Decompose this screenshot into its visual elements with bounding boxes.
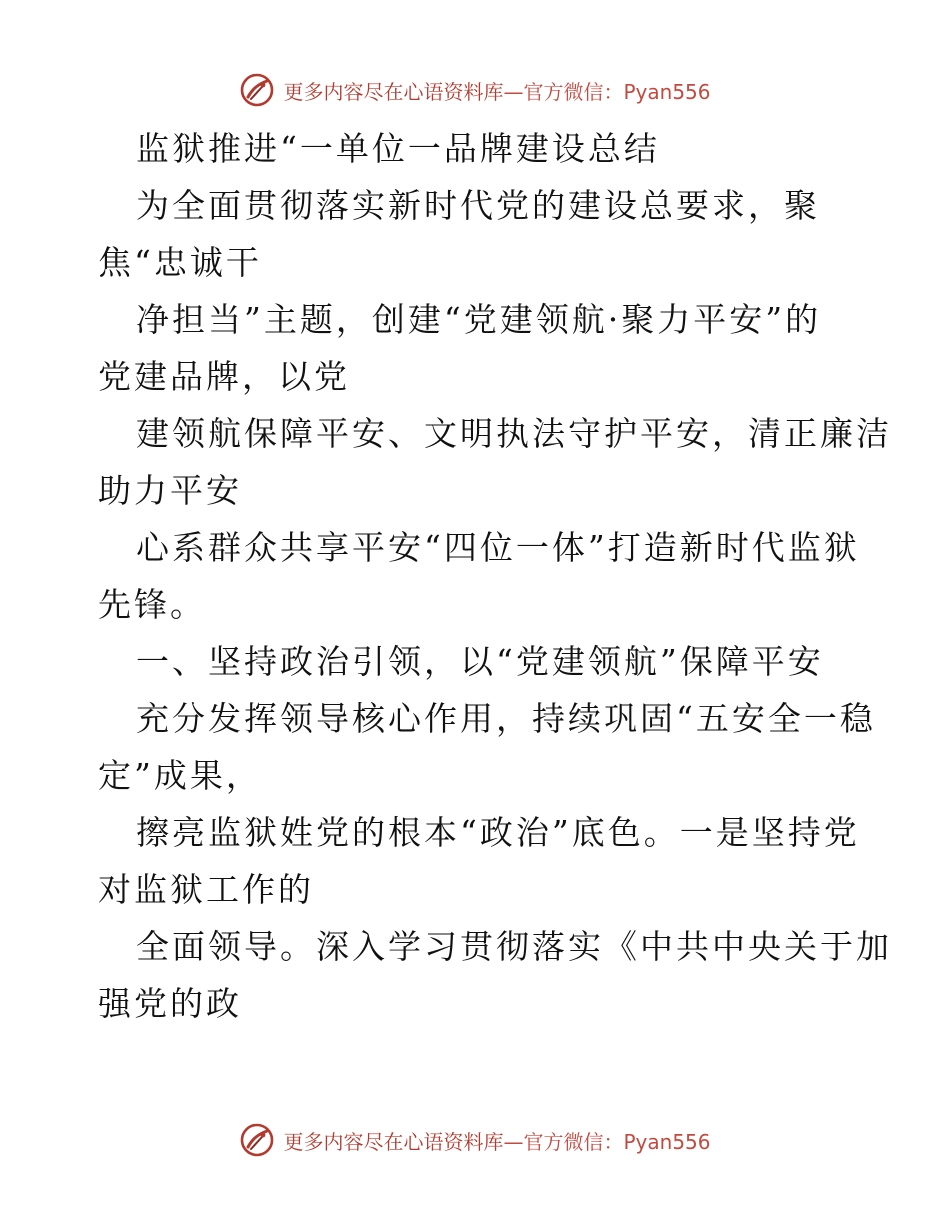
watermark-wechat-id: Pyan556 — [623, 1129, 711, 1154]
text-line: 党建品牌，以党 — [98, 357, 350, 396]
text-line: 净担当”主题，创建“党建领航·聚力平安”的 — [136, 300, 822, 339]
document-body — [98, 120, 892, 1032]
watermark-brand: 更多内容尽在心语资料库 — [283, 1129, 504, 1154]
footer-watermark — [0, 1120, 950, 1160]
text-line: 建领航保障平安、文明执法守护平安，清正廉洁 — [136, 414, 892, 453]
text-line: 充分发挥领导核心作用，持续巩固“五安全一稳 — [136, 699, 876, 738]
text-line: 助力平安 — [98, 471, 242, 510]
text-line: 全面领导。深入学习贯彻落实《中共中央关于加 — [136, 927, 892, 966]
watermark-separator: — — [503, 1129, 524, 1154]
header-watermark — [0, 70, 950, 110]
text-line: 一、坚持政治引领，以“党建领航”保障平安 — [136, 642, 824, 681]
watermark-separator: — — [503, 79, 524, 104]
watermark-wechat-label: 官方微信： — [523, 1129, 624, 1154]
text-line: 焦“忠诚干 — [98, 243, 262, 282]
watermark-text — [283, 1126, 710, 1155]
text-line: 为全面贯彻落实新时代党的建设总要求，聚 — [136, 186, 820, 225]
text-line: 心系群众共享平安“四位一体”打造新时代监狱 — [136, 528, 860, 567]
brand-logo-icon — [239, 1122, 275, 1158]
text-line: 对监狱工作的 — [98, 870, 314, 909]
watermark-text — [283, 76, 710, 105]
brand-logo-icon — [239, 72, 275, 108]
text-line: 擦亮监狱姓党的根本“政治”底色。一是坚持党 — [136, 813, 860, 852]
document-title: 监狱推进“一单位一品牌建设总结 — [136, 129, 660, 168]
text-line: 强党的政 — [98, 984, 242, 1023]
watermark-wechat-label: 官方微信： — [523, 79, 624, 104]
watermark-wechat-id: Pyan556 — [623, 79, 711, 104]
text-line: 定”成果， — [98, 756, 262, 795]
text-line: 先锋。 — [98, 585, 206, 624]
watermark-brand: 更多内容尽在心语资料库 — [283, 79, 504, 104]
